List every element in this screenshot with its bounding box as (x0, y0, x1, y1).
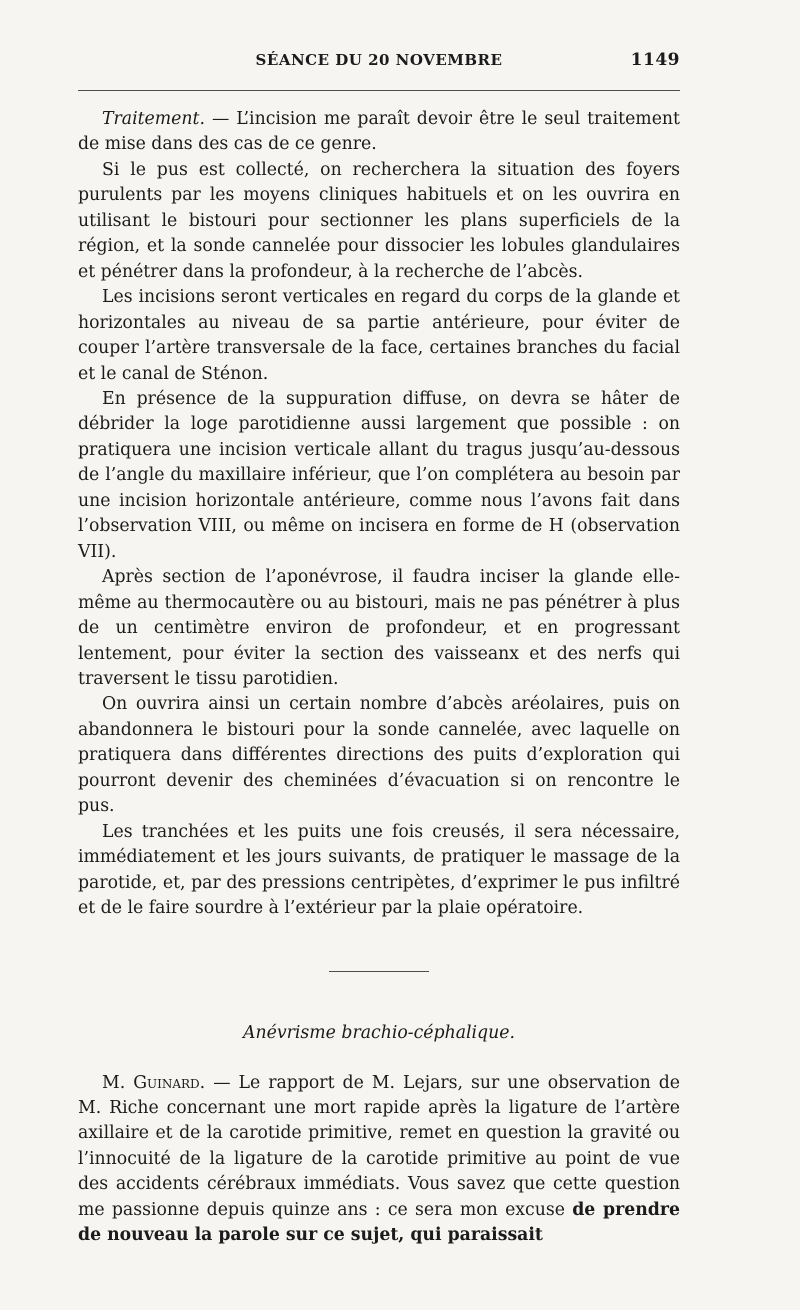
paragraph-lead-text: — L’incision me paraît devoir être le seul traitement de mise dans des cas de ce genre. (78, 109, 680, 155)
paragraph-bold-text: de prendre de nouveau la parole sur ce sujet, qui paraissait (78, 1199, 680, 1246)
paragraph: Si le pus est collecté, on recherchera la situation des foyers purulents par les moyens cliniques habituels et on les ouvrira en utilisant le bistouri pour sectionner les plans superficiels de la région, et la sonde cannelée pour dissocier les lobules glandulaires et pénétrer dans la profondeur, à la recherche de l’abcès. (78, 159, 680, 282)
running-head (78, 48, 680, 78)
header-rule (78, 90, 680, 91)
paragraph (78, 107, 680, 158)
section-title: Anévrisme brachio-céphalique. (243, 1022, 515, 1043)
running-head-title: SÉANCE DU 20 NOVEMBRE (255, 51, 503, 69)
paragraph: On ouvrira ainsi un certain nombre d’abcès aréolaires, puis on abandonnera le bistouri pour la sonde cannelée, avec laquelle on pratiquera dans différentes directions des puits d’exploration qui pourront devenir des cheminées d’évacuation si on rencontre le pus. (78, 694, 680, 817)
paragraph: En présence de la suppuration diffuse, on devra se hâter de débrider la loge parotidienne aussi largement que possible : on pratiquera une incision verticale allant du tragus jusqu’au-dessous de l’angle du maxillaire inférieur, que l’on complétera au besoin par une incision horizontale antérieure, comme nous l’avons fait dans l’observation VIII, ou même on incisera en forme de H (observation VII). (78, 388, 680, 562)
section-discussion (78, 1071, 680, 1249)
section-treatment (78, 107, 680, 922)
paragraph-text: — Le rapport de M. Lejars, sur une observation de M. Riche concernant une mort rapide après la ligature de l’artère axillaire et de la carotide primitive, remet en question la gravité ou l’innocuité de la ligature de la carotide primitive au point de vue des accidents cérébraux immédiats. Vous savez que cette question me passionne depuis quinze ans : ce sera mon excuse (78, 1072, 681, 1220)
section-divider (329, 971, 429, 972)
paragraph: Après section de l’aponévrose, il faudra inciser la glande elle-même au thermocautère ou au bistouri, mais ne pas pénétrer à plus de un centimètre environ de profondeur, et en progressant lentement, pour éviter la section des vaisseanx et des nerfs qui traversent le tissu parotidien. (78, 567, 680, 689)
paragraph: Les incisions seront verticales en regard du corps de la glande et horizontales au niveau de sa partie antérieure, pour éviter de couper l’artère transversale de la face, certaines branches du facial et le canal de Sténon. (78, 287, 680, 384)
speaker-name: M. Guinard. (102, 1072, 206, 1093)
section-label: Traitement. (102, 109, 205, 129)
page (78, 48, 680, 1249)
paragraph: Les tranchées et les puits une fois creusés, il sera nécessaire, immédiatement et les jours suivants, de pratiquer le massage de la parotide, et, par des pressions centripètes, d’exprimer le pus infiltré et de le faire sourdre à l’extérieur par la plaie opératoire. (78, 821, 680, 919)
paragraph (78, 1071, 680, 1249)
page-number: 1149 (630, 50, 680, 70)
